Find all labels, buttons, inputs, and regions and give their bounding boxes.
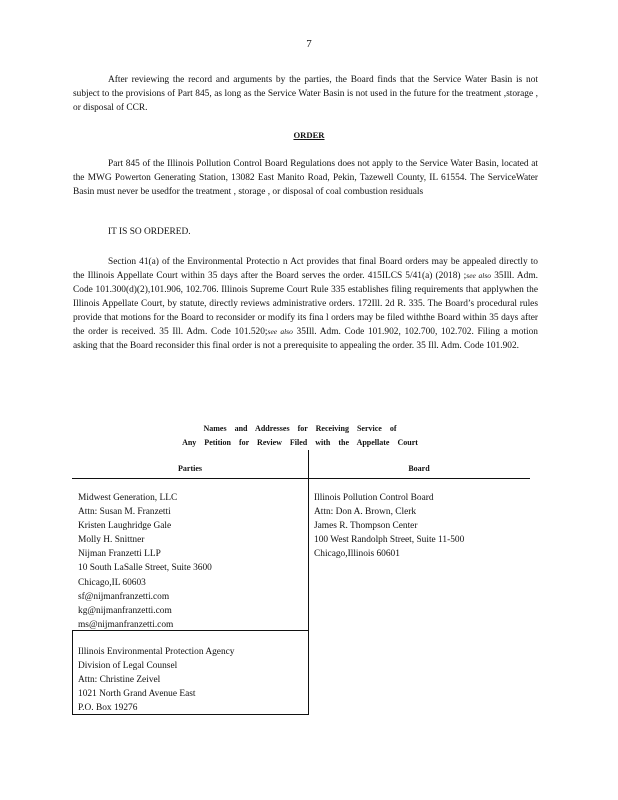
appeal-text-part2: 35Ill. Adm. Code 101.300(d)(2),101.906, 102.706. Illinois Supreme Court Rule 335 establishes filing requirements that applywhen the Illinois Appellate Court, by statute, directly reviews administrative orders. 172Ill. 2d R. 335. The Board’s procedural rules provide that motions for the Board to reconsider or modify its fina l orders may be filed withthe Board within 35 days after the order is received. 35 Ill. Adm. Code 101.520;: [73, 271, 538, 337]
appeal-rights-paragraph: [73, 255, 538, 353]
address-line: 100 West Randolph Street, Suite 11-500: [314, 535, 465, 546]
appeal-text-part1: Section 41(a) of the Environmental Protectio n Act provides that final Board orders may be appealed directly to the Illinois Appellate Court within 35 days after the Board serves the order. 415ILCS 5/41(a) (2018) ;: [73, 257, 538, 281]
board-column-header: Board: [408, 464, 430, 473]
appeal-text-part3: 35Ill. Adm. Code 101.902, 102.700, 102.702. Filing a motion asking that the Board reconsider this final order is not a prerequisite to appealing the order. 35 Ill. Adm. Code 101.902.: [73, 327, 538, 351]
address-line: Illinois Pollution Control Board: [314, 493, 434, 503]
address-line: Molly H. Snittner: [78, 535, 145, 546]
address-line: Attn: Don A. Brown, Clerk: [314, 507, 417, 518]
email-line: kg@nijmanfranzetti.com: [78, 605, 172, 616]
address-line: Kristen Laughridge Gale: [78, 521, 172, 532]
address-line: 1021 North Grand Avenue East: [78, 689, 196, 700]
address-line: Chicago,Illinois 60601: [314, 549, 400, 560]
board-pollution-control-board: [314, 491, 464, 561]
parties-column-header: Parties: [178, 464, 202, 473]
address-line: Midwest Generation, LLC: [78, 493, 178, 503]
address-line: P.O. Box 19276: [78, 703, 138, 714]
email-line: ms@nijmanfranzetti.com: [78, 619, 174, 630]
order-paragraph: Part 845 of the Illinois Pollution Control Board Regulations does not apply to the Service Water Basin, located at the MWG Powerton Generating Station, 13082 East Manito Road, Pekin, Tazewell County, IL 61554. The ServiceWater Basin must never be usedfor the treatment , storage , or disposal of coal combustion residuals: [73, 159, 538, 197]
address-line: Attn: Christine Zeivel: [78, 675, 161, 686]
service-table-title-line2: Any Petition for Review Filed with the Appellate Court: [182, 438, 418, 447]
email-line: sf@nijmanfranzetti.com: [78, 591, 170, 602]
findings-paragraph: After reviewing the record and arguments by the parties, the Board finds that the Service Water Basin is not subject to the provisions of Part 845, as long as the Service Water Basin is not used in the future for the treatment ,storage , or disposal of CCR.: [73, 75, 538, 113]
see-also-citation-2: see also: [267, 327, 293, 336]
address-line: James R. Thompson Center: [314, 521, 418, 532]
see-also-citation-1: see also: [466, 271, 492, 280]
address-line: Illinois Environmental Protection Agency: [78, 647, 235, 657]
party-midwest-generation: [78, 491, 212, 632]
so-ordered-statement: IT IS SO ORDERED.: [108, 227, 191, 237]
address-line: 10 South LaSalle Street, Suite 3600: [78, 563, 212, 574]
address-line: Division of Legal Counsel: [78, 661, 178, 672]
page-number: 7: [306, 38, 312, 50]
table-header-rule: [72, 478, 530, 479]
party-illinois-epa: [78, 645, 234, 715]
table-column-divider: [308, 450, 309, 714]
party2-left-border: [72, 630, 73, 714]
service-table-title: [150, 422, 450, 450]
address-line: Chicago,IL 60603: [78, 577, 146, 588]
service-table-title-line1: Names and Addresses for Receiving Service of: [203, 424, 397, 433]
order-heading: ORDER: [293, 130, 325, 140]
address-line: Nijman Franzetti LLP: [78, 549, 161, 560]
address-line: Attn: Susan M. Franzetti: [78, 507, 171, 518]
